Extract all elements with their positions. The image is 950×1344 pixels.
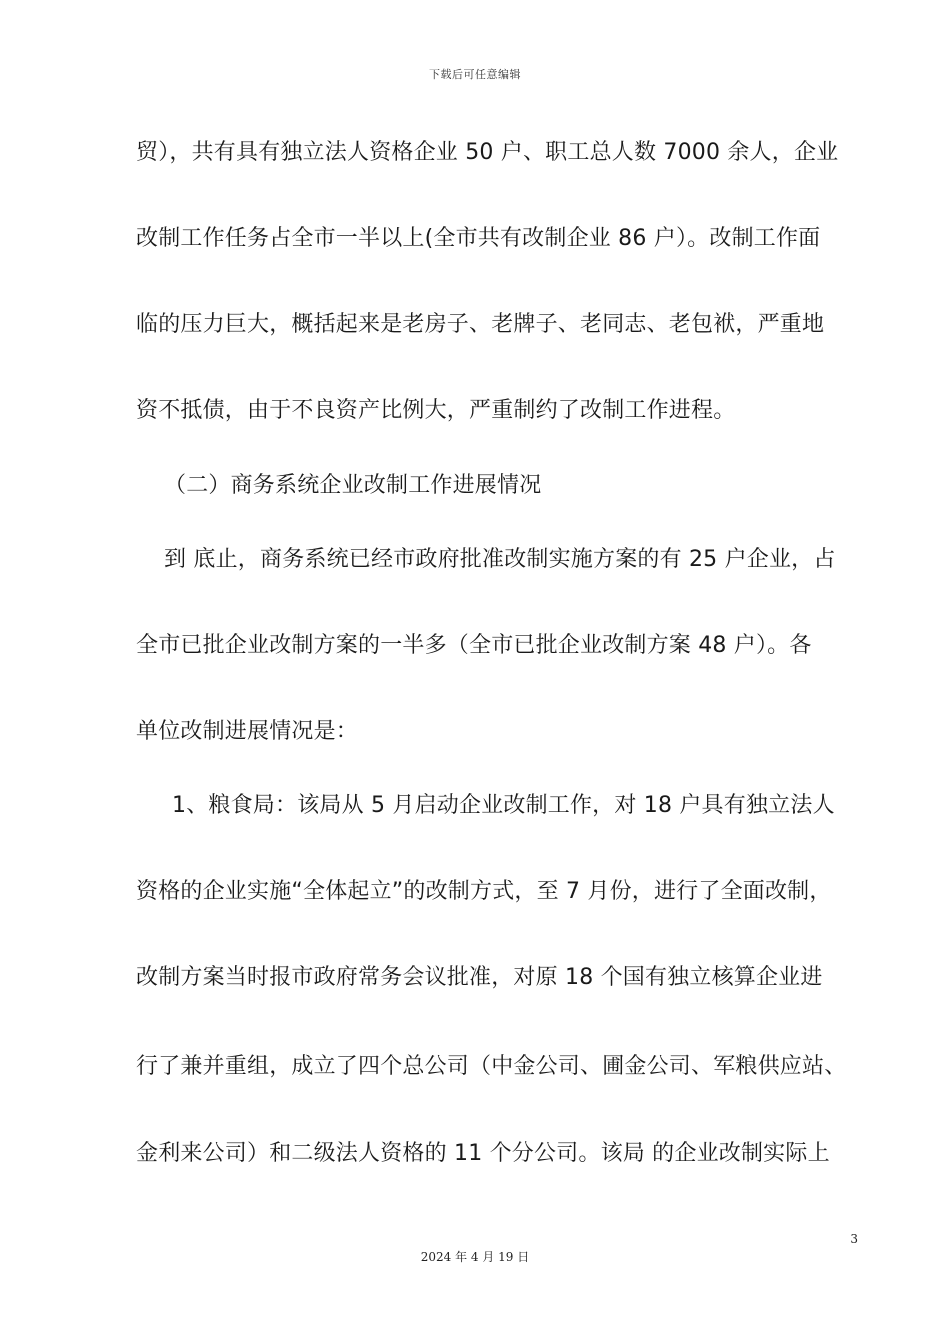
section-heading: （二）商务系统企业改制工作进展情况 (164, 473, 542, 498)
body-line-11: 改制方案当时报市政府常务会议批准，对原 18 个国有独立核算企业进 (136, 965, 823, 990)
body-line-13: 金利来公司）和二级法人资格的 11 个分公司。该局 的企业改制实际上 (136, 1141, 830, 1166)
body-line-2: 改制工作任务占全市一半以上(全市共有改制企业 86 户）。改制工作面 (136, 226, 821, 251)
body-line-8: 单位改制进展情况是： (136, 719, 359, 744)
page-header: 下载后可任意编辑 (429, 68, 521, 81)
page-footer-date: 2024 年 4 月 19 日 (420, 1250, 530, 1264)
body-line-9: 1、粮食局：该局从 5 月启动企业改制工作，对 18 户具有独立法人 (172, 793, 835, 818)
page-number: 3 (850, 1232, 858, 1246)
body-line-1: 贸），共有具有独立法人资格企业 50 户、职工总人数 7000 余人，企业 (136, 140, 839, 165)
body-line-4: 资不抵债，由于不良资产比例大，严重制约了改制工作进程。 (136, 398, 736, 423)
body-line-10: 资格的企业实施“全体起立”的改制方式，至 7 月份，进行了全面改制， (136, 879, 832, 904)
body-line-12: 行了兼并重组，成立了四个总公司（中金公司、圃金公司、军粮供应站、 (136, 1054, 847, 1079)
body-line-6: 到 底止，商务系统已经市政府批准改制实施方案的有 25 户企业，占 (164, 547, 836, 572)
body-line-7: 全市已批企业改制方案的一半多（全市已批企业改制方案 48 户）。各 (136, 633, 812, 658)
body-line-3: 临的压力巨大，概括起来是老房子、老牌子、老同志、老包袱，严重地 (136, 312, 825, 337)
